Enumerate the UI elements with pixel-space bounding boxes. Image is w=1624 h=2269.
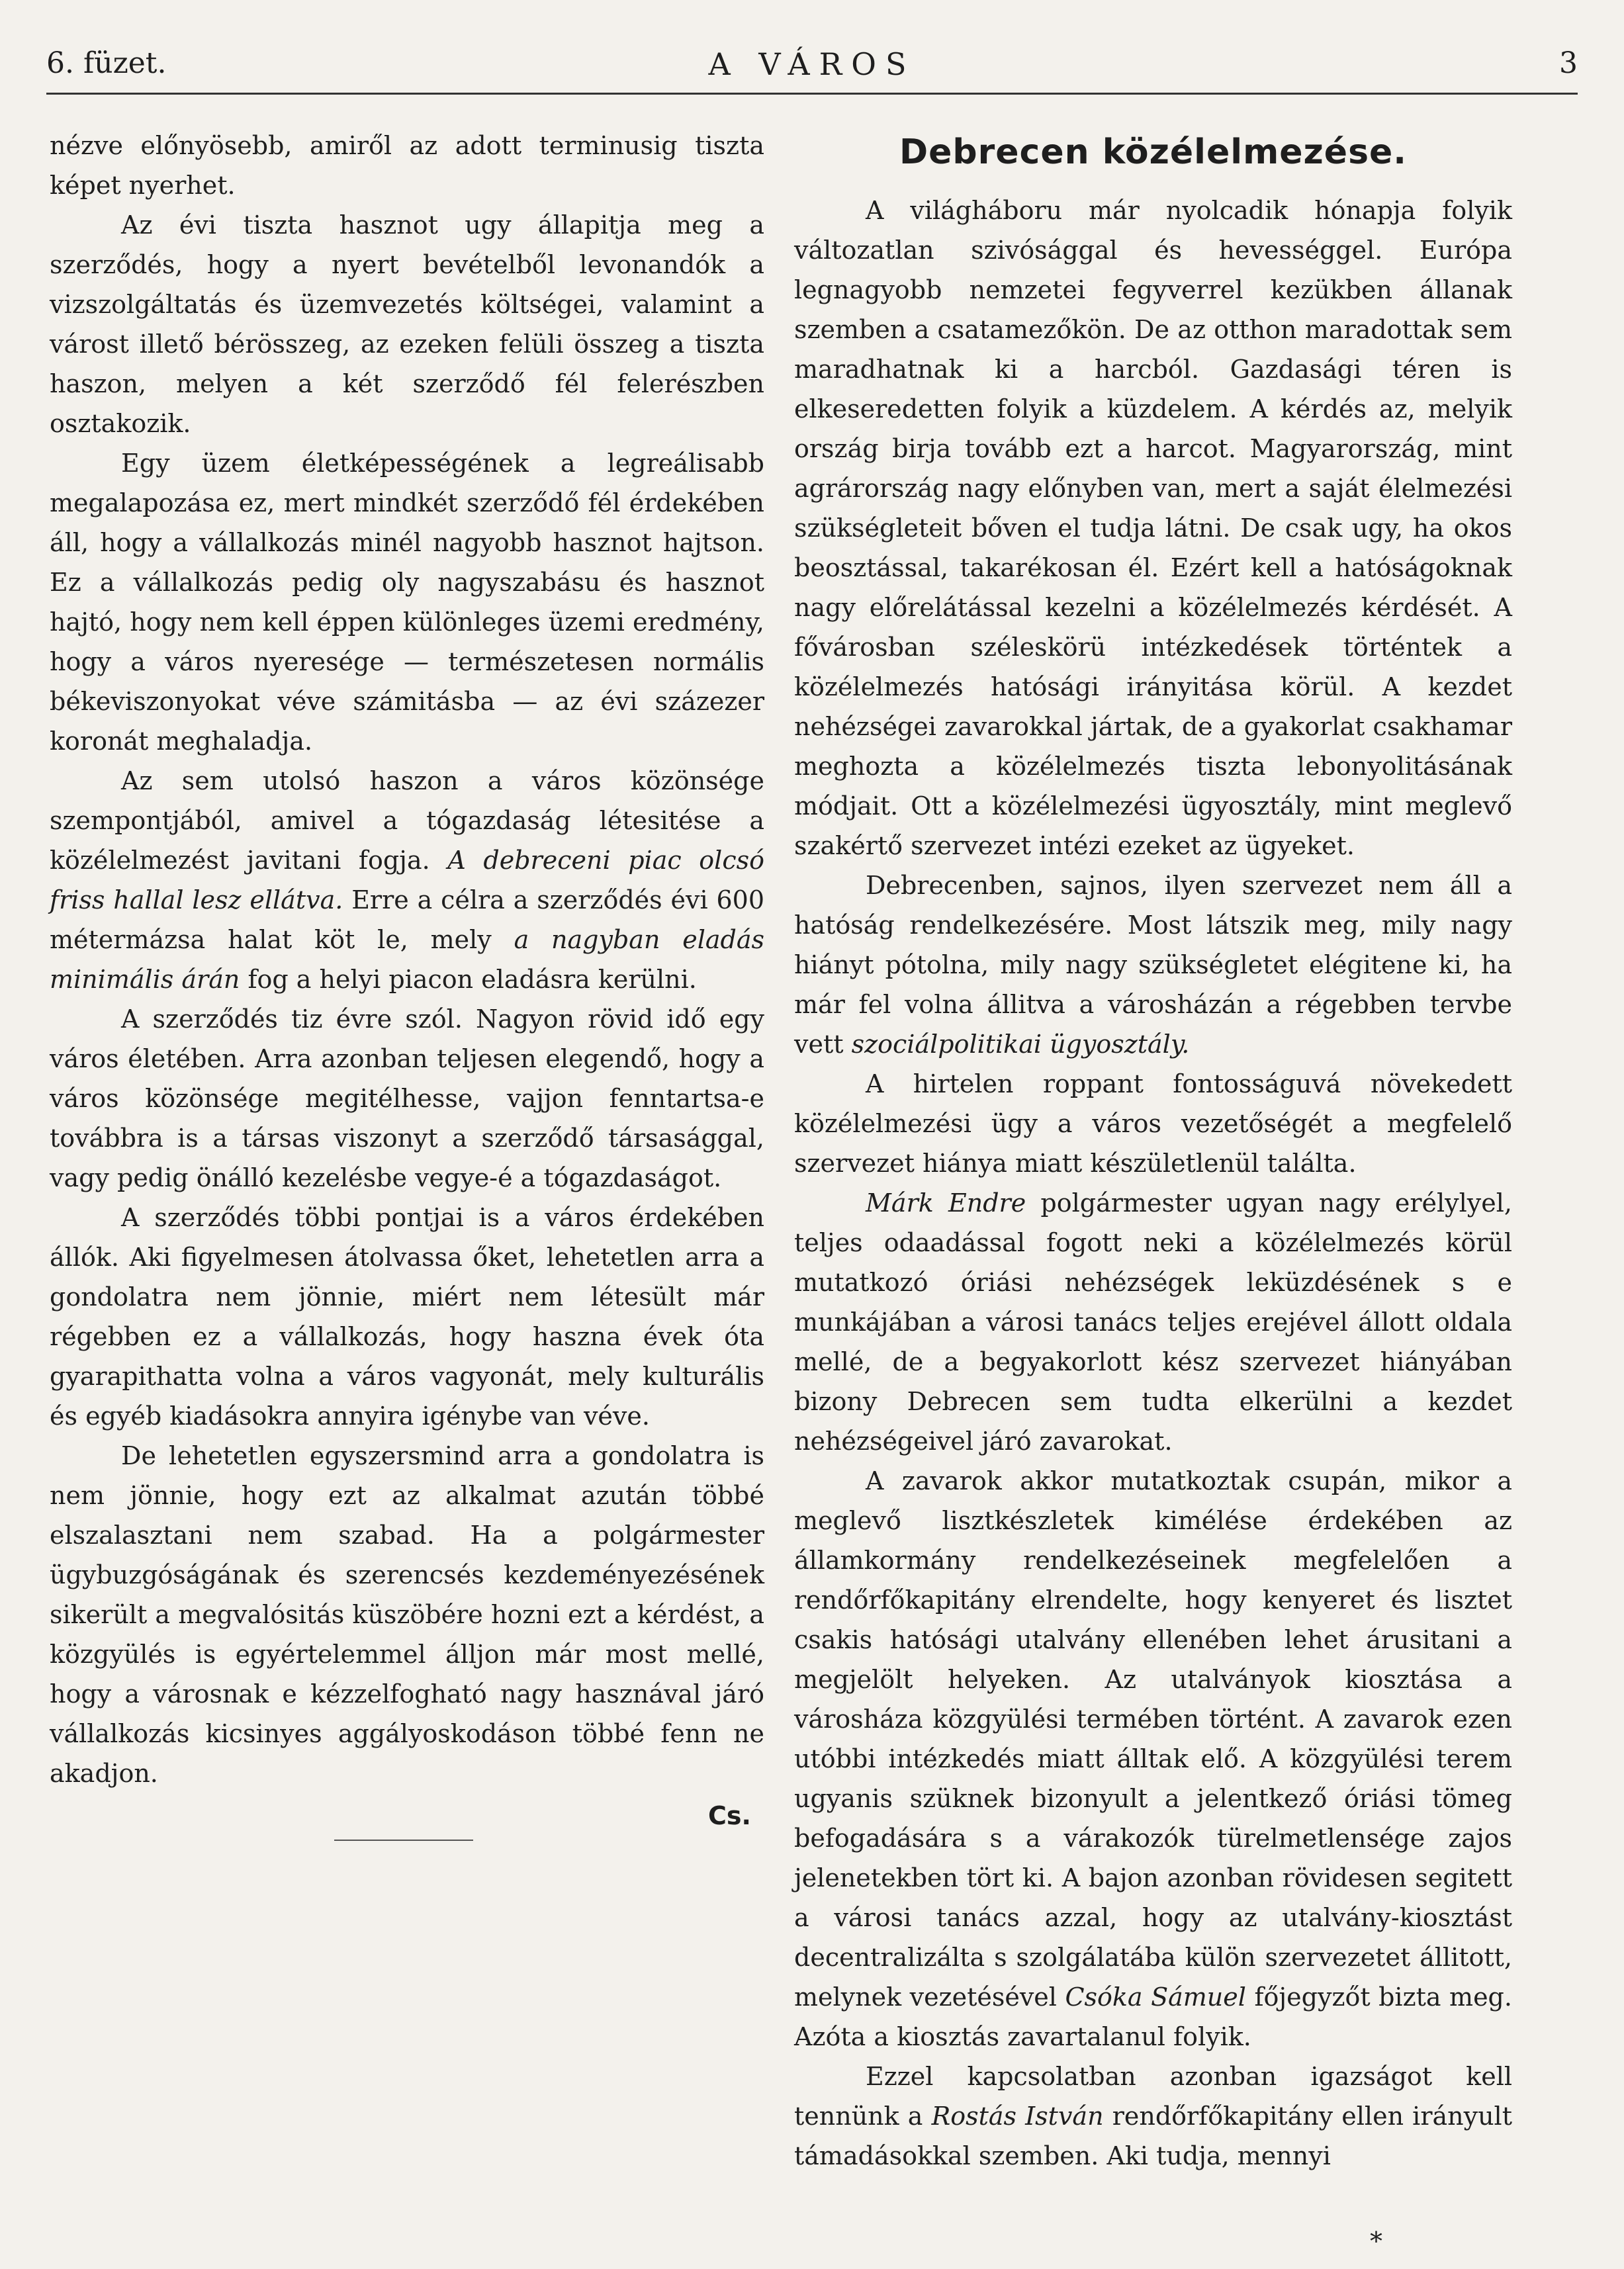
paragraph: A szerződés többi pontjai is a város érdekében állók. Aki figyelmesen átolvassa őket, lehetetlen arra a gondolatra nem jönnie, miért nem létesült már régebben ez a vállalkozás, hogy haszna évek óta gyarapithatta volna a város vagyonát, mely kulturális és egyéb kiadásokra annyira igénybe van véve. <box>50 1203 764 1431</box>
italic-run: szociálpolitikai ügyosztály. <box>851 1030 1190 1059</box>
italic-run: A debreceni piac olcsó friss hallal lesz ellátva. <box>50 846 764 914</box>
text-run: főjegyzőt bizta meg. Azóta a kiosztás zavartalanul folyik. <box>794 1982 1512 2051</box>
paragraph: A hirtelen roppant fontosságuvá növekedett közélelmezési ügy a város vezetőségét a megfelelő szervezet hiánya miatt készületlenül találta. <box>794 1069 1512 1178</box>
page-number: 3 <box>1559 46 1578 80</box>
paragraph: De lehetetlen egyszersmind arra a gondolatra is nem jönnie, hogy ezt az alkalmat azután többé elszalasztani nem szabad. Ha a polgármester ügybuzgóságának és szerencsés kezdeményezésének sikerült a megvalósitás küszöbére hozni ezt a kérdést, a közgyülés is egyértelemmel álljon már most mellé, hogy a városnak e kézzelfogható nagy hasznával járó vállalkozás kicsinyes aggályoskodáson többé fenn ne akadjon. <box>50 1441 764 1788</box>
article-title: Debrecen közélelmezése. <box>899 132 1408 172</box>
paragraph: Egy üzem életképességének a legreálisabb megalapozása ez, mert mindkét szerződő fél érdekében áll, hogy a vállalkozás minél nagyobb hasznot hajtson. Ez a vállalkozás pedig oly nagyszabásu és hasznot hajtó, hogy nem kell éppen különleges üzemi eredmény, hogy a város nyeresége — természetesen normális békeviszonyokat véve számitásba — az évi százezer koronát meghaladja. <box>50 449 764 756</box>
paragraph: A világháboru már nyolcadik hónapja folyik változatlan szivósággal és hevességgel. Európa legnagyobb nemzetei fegyverrel kezükben állanak szemben a csatamezőkön. De az otthon maradottak sem maradhatnak ki a harcból. Gazdasági téren is elkeseredetten folyik a küzdelem. A kérdés az, melyik ország birja tovább ezt a harcot. Magyarország, mint agrárország nagy előnyben van, mert a saját élelmezési szükségleteit bőven el tudja látni. De csak ugy, ha okos beosztással, takarékosan él. Ezért kell a hatóságoknak nagy előrelátással kezelni a közélelmezés kérdését. A fővárosban széleskörü intézkedések történtek a közélelmezés hatósági irányitása körül. A kezdet nehézségei zavarokkal jártak, de a gyakorlat csakhamar meghozta a közélelmezés tiszta lebonyolitásának módjait. Ott a közélelmezési ügyosztály, mint meglevő szakértő szervezet intézi ezeket az ügyeket. <box>794 196 1512 860</box>
paragraph: nézve előnyösebb, amiről az adott terminusig tiszta képet nyerhet. <box>50 131 764 200</box>
text-run: A zavarok akkor mutatkoztak csupán, mikor a meglevő lisztkészletek kimélése érdekében az államkormány rendelkezéseinek megfelelően a rendőrfőkapitány elrendelte, hogy kenyeret és lisztet csakis hatósági utalvány ellenében lehet árusitani a megjelölt helyeken. Az utalványok kiosztása a városháza közgyülési termében történt. A zavarok ezen utóbbi intézkedés miatt álltak elő. A közgyülési terem ugyanis szüknek bizonyult a jelentkező óriási tömeg befogadására s a várakozók türelmetlensége zajos jelenetekben tört ki. A bajon azonban rövidesen segitett a városi tanács azzal, hogy az utalvány-kiosztást decentralizálta s szolgálatába külön szervezetet állitott, melynek vezetésével <box>794 1466 1512 2012</box>
paragraph <box>50 761 764 999</box>
issue-label: 6. füzet. <box>46 46 167 80</box>
text-run: Debrecenben, sajnos, ilyen szervezet nem áll a hatóság rendelkezésére. Most látszik meg, mily nagy hiányt pótolna, mily nagy szükségletet elégitene ki, ha már fel volna állitva a városházán a régebben tervbe vett <box>794 871 1512 1059</box>
text-run: Az sem utolsó haszon a város közönsége szempontjából, amivel a tógazdaság létesitése a közélelmezést javitani fogja. <box>50 766 764 875</box>
text-run: rendőrfőkapitány ellen irányult támadásokkal szemben. Aki tudja, mennyi <box>794 2102 1512 2170</box>
paragraph: Az évi tiszta hasznot ugy állapitja meg a szerződés, hogy a nyert bevételből levonandók a vizszolgáltatás és üzemvezetés költségei, valamint a várost illető bérösszeg, az ezeken felüli összeg a tiszta haszon, melyen a két szerződő fél felerészben osztakozik. <box>50 210 764 438</box>
text-run: Ezzel kapcsolatban azonban igazságot kell tennünk a <box>794 2062 1512 2131</box>
italic-run: a nagyban eladás minimális árán <box>50 925 765 994</box>
paragraph <box>794 2057 1512 2176</box>
italic-run: Csóka Sámuel <box>1065 1982 1246 2012</box>
page-header <box>46 41 1578 94</box>
text-run: polgármester ugyan nagy erélylyel, teljes odaadással fogott neki a közélelmezés körül mutatkozó óriási nehézségek leküzdésének s e munkájában a városi tanács teljes erejével állott oldala mellé, de a begyakorlott kész szervezet hiányában bizony Debrecen sem tudta elkerülni a kezdet nehézségeivel járó zavarokat. <box>794 1188 1512 1456</box>
end-rule <box>334 1840 473 1841</box>
right-column <box>794 126 1512 2210</box>
left-column <box>50 126 764 2210</box>
text-run: fog a helyi piacon eladásra kerülni. <box>248 965 697 994</box>
italic-run: Márk Endre <box>866 1188 1026 1218</box>
author-signature: Cs. <box>708 1801 751 1830</box>
paragraph <box>794 1461 1512 2057</box>
paragraph: A szerződés tiz évre szól. Nagyon rövid idő egy város életében. Arra azonban teljesen elegendő, hogy a város közönsége megitélhesse, vajjon fenntartsa-e továbbra is a társas viszonyt a szerződő társasággal, vagy pedig önálló kezelésbe vegye-é a tógazdaságot. <box>50 1004 764 1192</box>
journal-title: A VÁROS <box>708 46 916 82</box>
text-run: Erre a célra a szerződés évi 600 métermázsa halat köt le, mely <box>50 885 764 954</box>
paragraph <box>794 866 1512 1064</box>
paragraph <box>794 1183 1512 1461</box>
header-rule <box>46 93 1578 95</box>
catchword-mark: * <box>1370 2227 1382 2256</box>
italic-run: Rostás István <box>931 2102 1104 2131</box>
